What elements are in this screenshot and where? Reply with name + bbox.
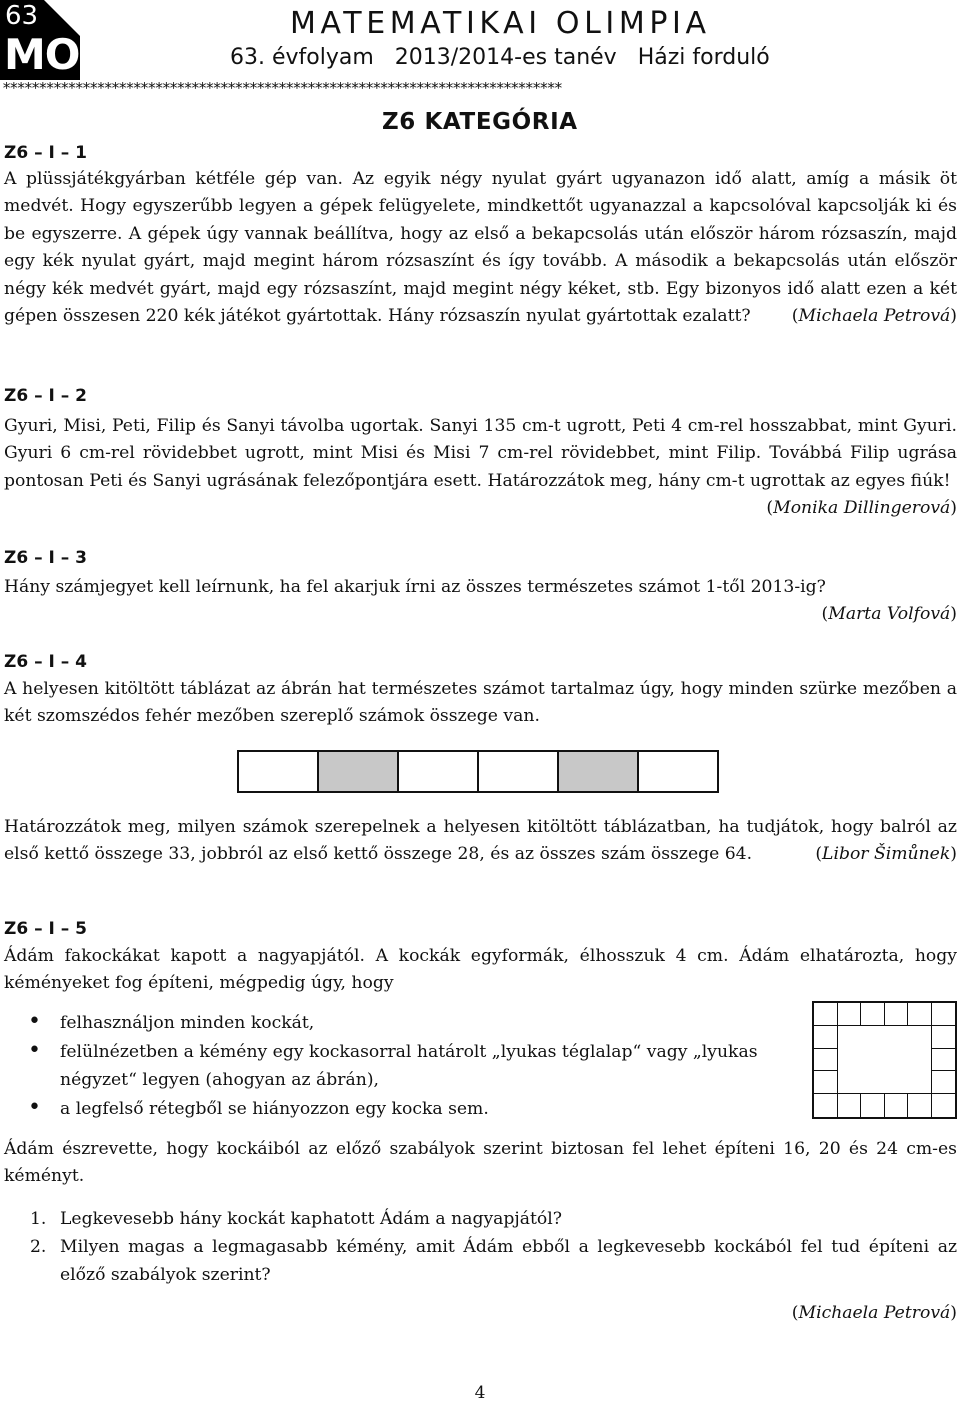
problem-4-text [4,676,957,731]
chimney-hole [908,1071,932,1094]
chimney-cube [932,1003,956,1026]
table-cell-white [479,752,559,791]
chimney-cube [838,1094,862,1117]
problem-5-author-line [4,1300,957,1327]
question-number: 1. [30,1209,47,1229]
problem-5-rules-list [28,1009,808,1123]
logo-text: MO [4,30,80,79]
problem-5-questions [30,1205,957,1289]
hollow-chimney-figure [812,1001,957,1119]
chimney-cube [861,1003,885,1026]
chimney-hole [885,1026,909,1049]
chimney-cube [838,1003,862,1026]
question-number: 2. [30,1237,47,1257]
problem-5-body: Ádám fakockákat kapott a nagyapjától. A kockák egyformák, élhosszuk 4 cm. Ádám elhatározta, hogy kéményeket fog építeni, mégpedig úgy, hogy [4,946,957,994]
table-cell-grey [319,752,399,791]
document-title: MATEMATIKAI OLIMPIA [290,6,711,41]
problem-5-text [4,943,957,998]
chimney-cube [932,1094,956,1117]
table-cell-white [639,752,717,791]
problem-3-author: ( Marta Volfová ) [822,601,957,628]
chimney-cube [932,1026,956,1049]
table-cell-white [399,752,479,791]
list-item: • felhasználjon minden kockát, [28,1009,808,1038]
star-separator: ***************************************************************************** [2,80,561,96]
problem-3-text [4,574,957,629]
chimney-cube [908,1003,932,1026]
problem-2-text [4,413,957,523]
question-text: Milyen magas a legmagasabb kémény, amit Ádám ebből a legkevesebb kockából fel tud építeni az előző szabályok szerint? [60,1237,957,1285]
list-item: • a legfelső rétegből se hiányozzon egy kocka sem. [28,1095,808,1124]
problem-5-body-2: Ádám észrevette, hogy kockáiból az előző szabályok szerint biztosan fel lehet építeni 16, 20 és 24 cm-es kéményt. [4,1139,957,1187]
problem-5-text-2 [4,1136,957,1191]
question-item [30,1205,957,1233]
chimney-cube [814,1049,838,1072]
chimney-cube [814,1003,838,1026]
page-number: 4 [474,1383,486,1403]
question-text: Legkevesebb hány kockát kaphatott Ádám a nagyapjától? [60,1209,562,1229]
chimney-cube [885,1003,909,1026]
chimney-hole [908,1049,932,1072]
chimney-hole [908,1026,932,1049]
chimney-hole [861,1026,885,1049]
problem-5-author: ( Michaela Petrová ) [792,1300,957,1327]
chimney-hole [861,1071,885,1094]
chimney-cube [885,1094,909,1117]
chimney-hole [838,1049,862,1072]
chimney-cube [932,1049,956,1072]
list-item: • felülnézetben a kémény egy kockasorral határolt „lyukas téglalap“ vagy „lyukas négyzet“ legyen (ahogyan az ábrán), [28,1038,808,1095]
document-subtitle [230,45,770,71]
problem-4-text-2 [4,814,957,869]
subtitle-volume: 63. évfolyam [230,45,374,70]
chimney-cube [814,1094,838,1117]
problem-3-heading: Z6 – I – 3 [4,548,87,568]
chimney-cube [908,1094,932,1117]
problem-2-author: ( Monika Dillingerová ) [766,495,957,522]
olympiad-logo [0,0,80,80]
sum-table-figure [237,750,719,793]
chimney-hole [861,1049,885,1072]
problem-4-body-2: Határozzátok meg, milyen számok szerepelnek a helyesen kitöltött táblázatban, ha tudjátok, hogy balról az első kettő összege 33, jobbról az első kettő összege 28, és az összes szám összege 64. [4,817,957,865]
chimney-hole [838,1071,862,1094]
chimney-hole [838,1026,862,1049]
chimney-cube [814,1026,838,1049]
subtitle-round: Házi forduló [637,45,770,70]
problem-4-author: ( Libor Šimůnek ) [815,841,957,868]
problem-4-body: A helyesen kitöltött táblázat az ábrán hat természetes számot tartalmaz úgy, hogy minden szürke mezőben a két szomszédos fehér mezőben szereplő számok összege van. [4,679,957,727]
problem-2-body: Gyuri, Misi, Peti, Filip és Sanyi távolba ugortak. Sanyi 135 cm-t ugrott, Peti 4 cm-rel hosszabbat, mint Gyuri. Gyuri 6 cm-rel rövidebbet ugrott, mint Misi és Misi 7 cm-rel rövidebbet, mint Filip. Továbbá Filip ugrása pontosan Peti és Sanyi ugrásának felezőpontjára esett. Határozzátok meg, hány cm-t ugrottak az egyes fiúk! [4,416,957,491]
subtitle-year: 2013/2014-es tanév [394,45,617,70]
chimney-cube [814,1071,838,1094]
chimney-cube [932,1071,956,1094]
problem-4-heading: Z6 – I – 4 [4,652,87,672]
problem-1-heading: Z6 – I – 1 [4,143,87,163]
table-cell-grey [559,752,639,791]
problem-3-body: Hány számjegyet kell leírnunk, ha fel akarjuk írni az összes természetes számot 1-től 2013-ig? [4,577,826,597]
problem-1-text [4,166,957,330]
problem-2-heading: Z6 – I – 2 [4,386,87,406]
problem-1-body: A plüssjátékgyárban kétféle gép van. Az egyik négy nyulat gyárt ugyanazon idő alatt, amíg a másik öt medvét. Hogy egyszerűbb legyen a gépek felügyelete, mindkettőt ugyanazzal a kapcsolóval kapcsolják ki és be egyszerre. A gépek úgy vannak beállítva, hogy az első a bekapcsolás után először három rózsaszín, majd egy kék nyulat gyárt, majd megint három rózsaszínt és így tovább. A második a bekapcsolás után először négy kék medvét gyárt, majd egy rózsaszínt, majd megint négy kéket, stb. Egy bizonyos idő alatt ezen a két gépen összesen 220 kék játékot gyártottak. Hány rózsaszín nyulat gyártottak ezalatt? [4,169,957,327]
chimney-hole [885,1071,909,1094]
problem-5-heading: Z6 – I – 5 [4,919,87,939]
table-cell-white [239,752,319,791]
problem-1-author: ( Michaela Petrová ) [792,303,957,330]
logo-number: 63 [5,1,39,31]
chimney-cube [861,1094,885,1117]
question-item [30,1233,957,1289]
chimney-hole [885,1049,909,1072]
category-heading: Z6 KATEGÓRIA [382,109,578,135]
